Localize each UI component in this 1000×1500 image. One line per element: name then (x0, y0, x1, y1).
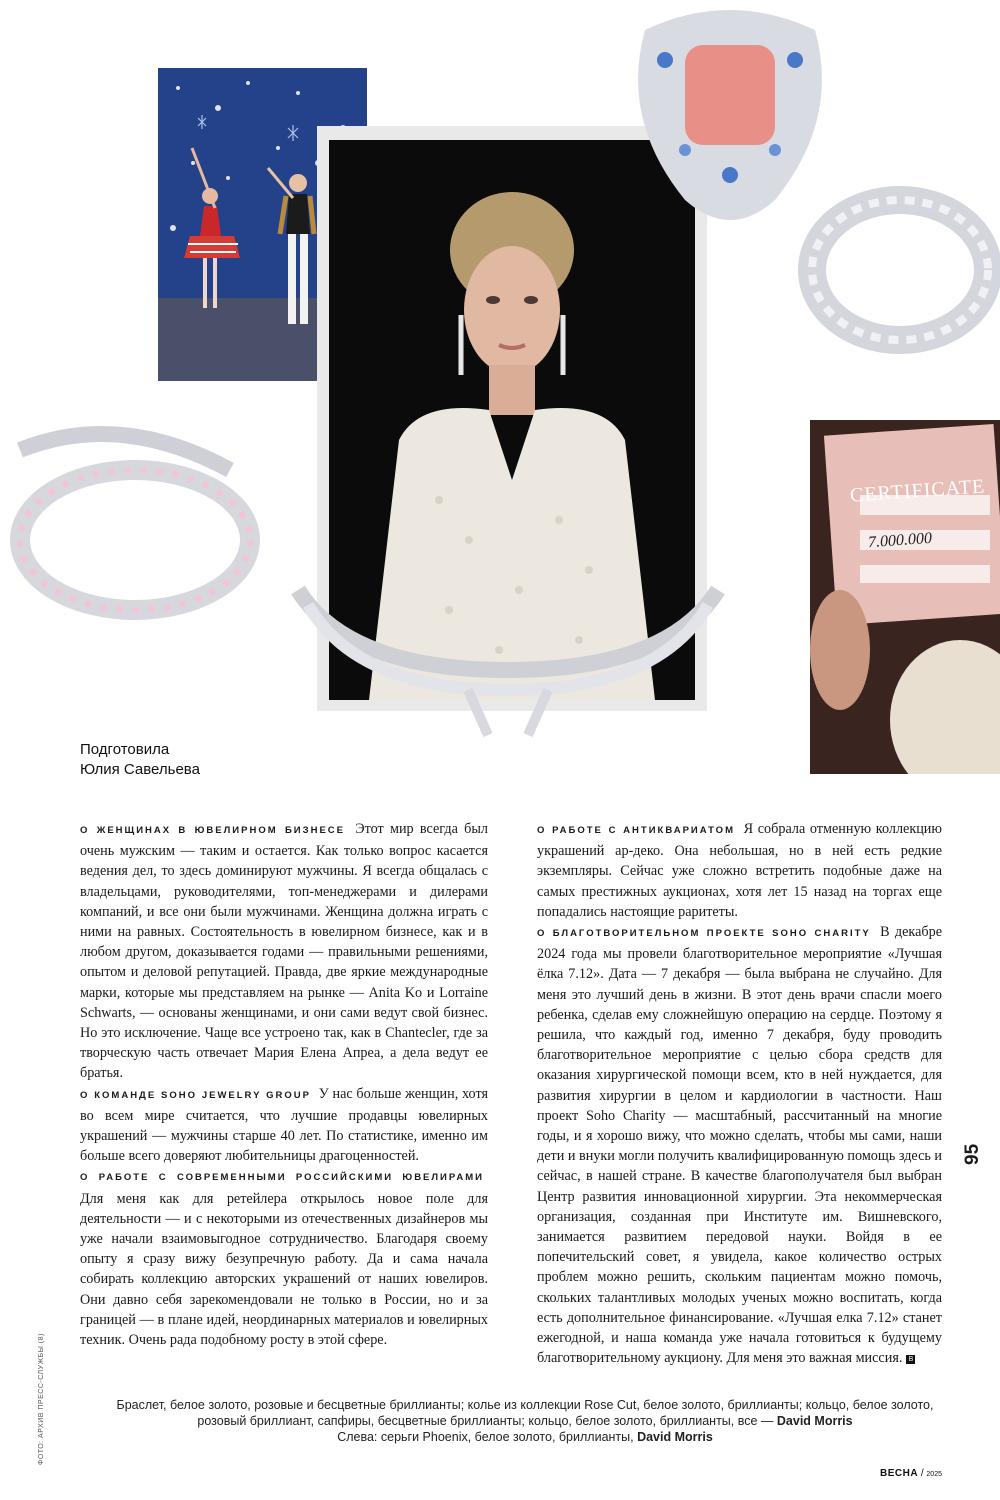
article-column-left (80, 819, 488, 1350)
section-lead: О БЛАГОТВОРИТЕЛЬНОМ ПРОЕКТЕ SOHO CHARITY (537, 928, 871, 940)
caption-text: розовый бриллиант, сапфиры, бесцветные бриллианты; кольцо, белое золото, бриллианты, все — (197, 1414, 777, 1428)
caption-brand: David Morris (637, 1430, 713, 1444)
caption-line (110, 1413, 940, 1429)
page-number: 95 (962, 1143, 983, 1165)
author-credit-label: Подготовила (80, 741, 170, 758)
jewelry-caption (110, 1397, 940, 1445)
article-column-right (537, 819, 942, 1368)
paragraph (80, 1166, 488, 1350)
footer-separator: / (920, 1468, 924, 1479)
paragraph-text: В декабре 2024 года мы провели благотворительное мероприятие «Лучшая ёлка 7.12». Дата — 7 декабря — была выбрана не случайно. Для меня это лучший день в жизни. В этот день врачи спасли моего ребенка, сделав ему сложнейшую операцию на сердце. Поэтому я решила, что каждый год, именно 7 декабря, буду проводить благотворительное мероприятие с целью сбора средств для оказания хирургической помощи всем, кто в ней нуждается, для развития хирургии в целом и кардиологии в частности. Наш проект Soho Charity — масштабный, рассчитанный на многие годы, и я хорошо вижу, что можно сделать, чтобы мы сами, наши дети и внуки могли получить квалифицированную помощь здесь и сейчас, в нашей стране. В качестве благополучателя был выбран Центр развития инновационной хирургии. Эта некоммерческая организация, созданная при Институте им. Вишневского, занимается развитием передовой науки. Войдя в ее попечительский совет, я увидела, какое количество острых проблем можно решить, скольким пациентам можно помочь, скольких талантливых молодых ученых можно воспитать, когда есть дополнительное финансирование. «Лучшая елка 7.12» станет ежегодной, и наша команда уже начала готовиться к будущему благотворительному аукциону. Для меня это важная миссия. (537, 924, 942, 1367)
paragraph-text: Для меня как для ретейлера открылось новое поле для деятельности — и с некоторыми из отечественных дизайнеров мы уже начали взаимовыгодное сотрудничество. Благодаря своему опыту я сразу вижу безупречную работу. Да и сама начала собирать коллекцию авторских украшений от наших ювелиров. Они давно себя зарекомендовали не только в России, но и за границей — в плане идей, неординарных материалов и ювелирных техник. Очень рада подобному росту в этой сфере. (80, 1190, 488, 1349)
end-of-article-icon: В (906, 1355, 915, 1364)
page-footer (880, 1468, 942, 1479)
magazine-issue: ВЕСНА (880, 1468, 919, 1479)
certificate-title: CERTIFICATE (849, 475, 986, 507)
pink-diamond-bracelet-image (0, 390, 265, 640)
caption-line (110, 1429, 940, 1445)
author-credit (80, 740, 200, 780)
section-lead: О РАБОТЕ С СОВРЕМЕННЫМИ РОССИЙСКИМИ ЮВЕЛИРАМИ (80, 1172, 484, 1184)
paragraph (537, 819, 942, 922)
paragraph (80, 819, 488, 1084)
caption-line: Браслет, белое золото, розовые и бесцветные бриллианты; колье из коллекции Rose Cut, белое золото, бриллианты; кольцо, белое золото, (116, 1398, 934, 1412)
paragraph-text: У нас больше женщин, хотя во всем мире считается, что лучшие продавцы ювелирных украшений — мужчины старше 40 лет. По статистике, именно им больше всего доверяют любительницы драгоценностей. (80, 1085, 488, 1165)
paragraph-text: Я собрала отменную коллекцию украшений ар-деко. Она небольшая, но в ней есть редкие экземпляры. Сейчас уже сложно встретить подобные даже на самых престижных аукционах, хотя лет 15 назад на торгах еще попадались настоящие раритеты. (537, 821, 942, 920)
section-lead: О РАБОТЕ С АНТИКВАРИАТОМ (537, 825, 735, 836)
caption-text: Слева: серьги Phoenix, белое золото, бриллианты, (337, 1430, 638, 1444)
diamond-band-ring-image (790, 160, 1000, 370)
certificate-amount: 7.000.000 (867, 529, 933, 552)
paragraph (537, 922, 942, 1368)
section-lead: О ЖЕНЩИНАХ В ЮВЕЛИРНОМ БИЗНЕСЕ (80, 825, 345, 836)
necklace-image (288, 570, 728, 740)
caption-brand: David Morris (776, 1414, 853, 1428)
paragraph (80, 1084, 488, 1167)
section-lead: О КОМАНДЕ SOHO JEWELRY GROUP (80, 1089, 311, 1101)
author-name: Юлия Савельева (80, 761, 200, 778)
photo-credit: ФОТО: АРХИВ ПРЕСС-СЛУЖБЫ (8) (38, 1333, 45, 1465)
paragraph-text: Этот мир всегда был очень мужским — таким и остается. Как только вопрос касается ведения дел, то здесь доминируют мужчины. Я всегда общалась с владельцами, руководителями, топ-менеджерами и дилерами компаний, и все они были мужчинами. Женщина должна играть с ними на равных. Состоятельность в ювелирном бизнесе, как и в любом другом, доказывается годами — правильными решениями, опытом и деловой репутацией. Правда, две яркие международные марки, которые мы представляем на рынке — Anita Ko и Lorraine Schwarts, — основаны женщинами, и они сами ведут свой бизнес. Но это исключение. Чаще все устроено так, как в Chantecler, где за творческую часть отвечает Мария Елена Апреа, а дела ведут ее братья. (80, 821, 489, 1082)
certificate-photo (810, 420, 1000, 774)
issue-year: 2025 (926, 1471, 942, 1478)
